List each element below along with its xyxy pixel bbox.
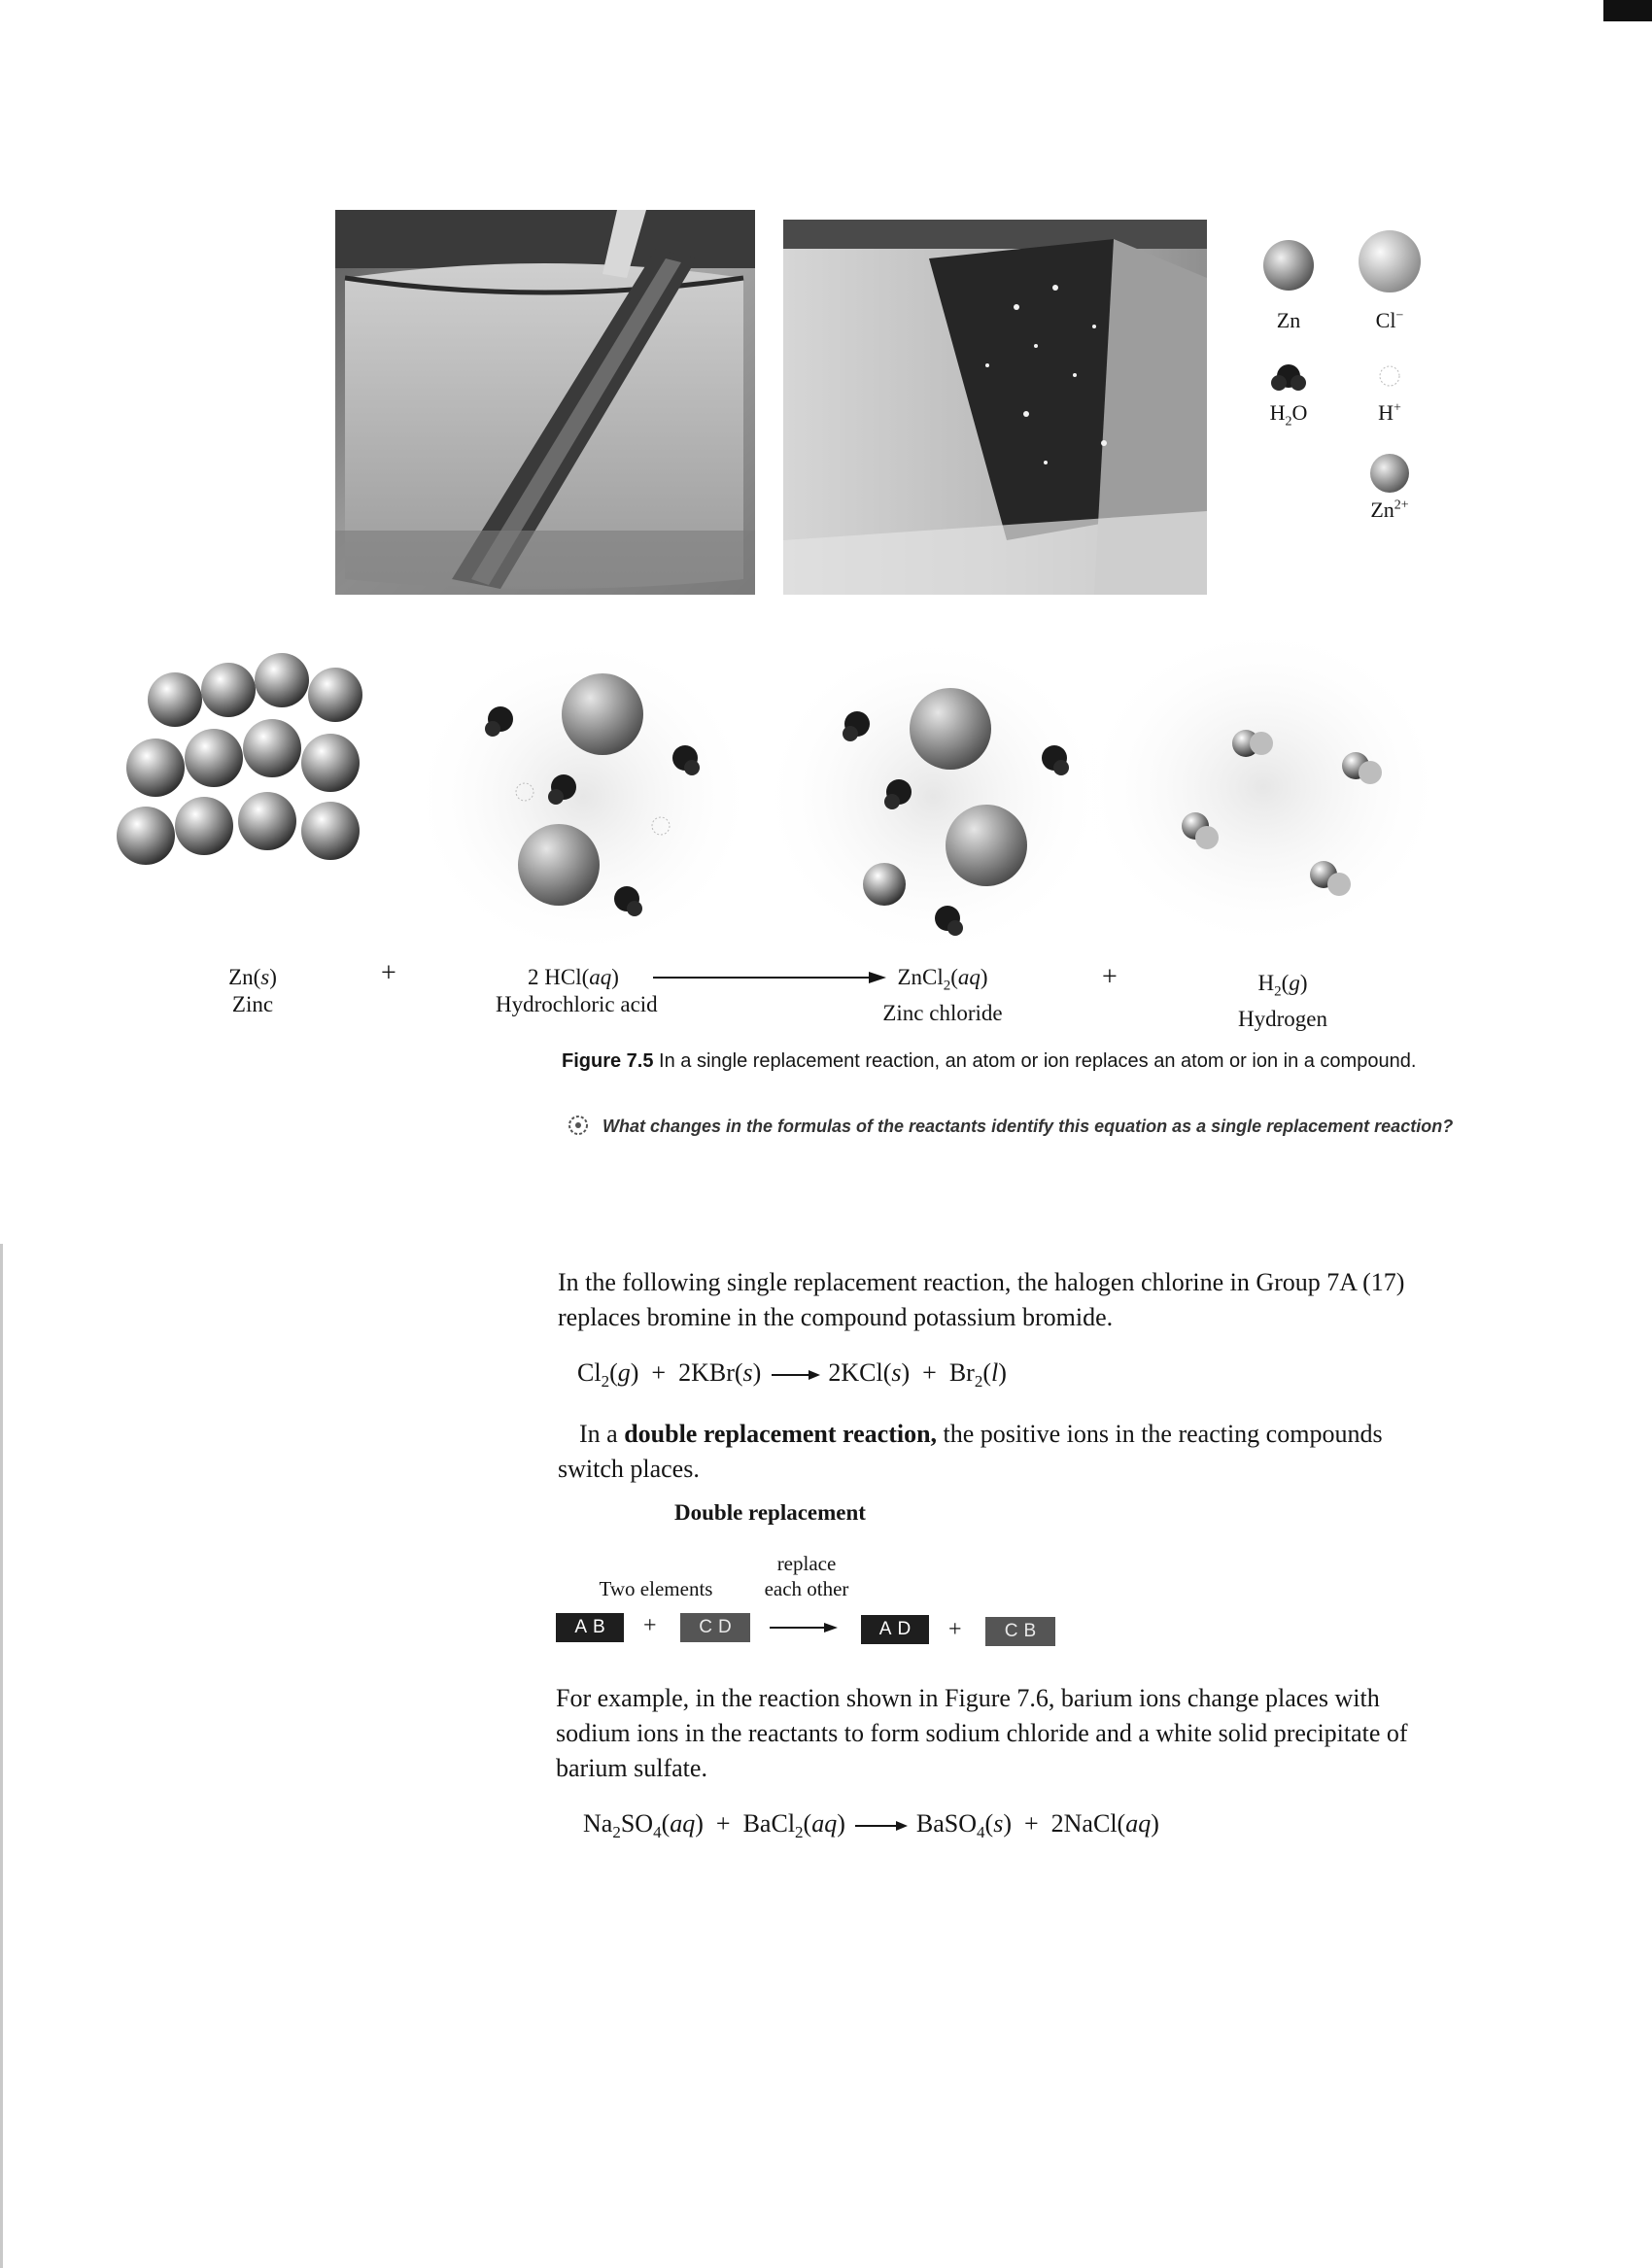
dr-plus-1: + [643, 1613, 657, 1638]
cl-ion-icon [1359, 230, 1421, 292]
photo-zinc-in-acid [335, 210, 755, 595]
eq-zinc [194, 964, 311, 1018]
arrow-icon [851, 1819, 910, 1833]
paragraph-double-replacement: In a double replacement reaction, the positive ions in the reacting compounds switch places. [558, 1420, 1383, 1483]
molecular-models [97, 602, 1477, 962]
arrow-icon [768, 1368, 822, 1382]
equation-chlorine-bromide: $Cl_2(g) + 2KBr(s) 2KCl(s) + Br_2(l)$ [577, 1358, 1007, 1392]
zn2-ion-icon [1370, 454, 1409, 493]
eq-zncl2 [870, 964, 1015, 1027]
eq-zncl2-name: Zinc chloride [882, 1000, 1003, 1025]
legend-zn-label: Zn [1276, 308, 1301, 332]
h-ion-icon [1380, 366, 1399, 386]
box-ad: AD [861, 1615, 929, 1644]
legend-h2o-label: $H_2O$ [1269, 400, 1308, 430]
hcl-solution-model [408, 632, 758, 962]
question-icon [567, 1114, 590, 1137]
photo-reaction-closeup [783, 220, 1207, 595]
label-replace-each-other: replace each other [764, 1552, 849, 1600]
scan-corner-mark [1603, 0, 1652, 21]
box-cb: CB [985, 1617, 1055, 1646]
eq-plus-2: + [1102, 962, 1118, 992]
zinc-lattice [117, 653, 362, 865]
zn-atom-icon [1263, 240, 1314, 291]
legend-atoms [1254, 228, 1448, 500]
box-cd: CD [680, 1613, 750, 1642]
eq-hcl-formula: 2 HCl(aq) [528, 965, 619, 989]
figure-question: What changes in the formulas of the reactants identify this equation as a single replacement reaction? [602, 1117, 1454, 1136]
eq-zinc-formula: Zn(s) [228, 965, 277, 989]
eq-zinc-name: Zinc [231, 992, 274, 1016]
figure-number: Figure 7.5 [562, 1050, 654, 1072]
legend-cl-label: Cl− [1375, 308, 1404, 332]
h2o-molecule-icon [1271, 364, 1306, 391]
eq-h2-name: Hydrogen [1238, 1006, 1327, 1031]
zncl2-solution-model [758, 632, 1108, 962]
legend-zn2-label: $Zn^{2+}$ [1370, 498, 1409, 522]
eq-h2-formula: $H_2(g)$ [1257, 971, 1308, 1000]
figure-caption [562, 1049, 1436, 1074]
legend-h-label: H+ [1378, 400, 1401, 425]
dr-arrow-icon [770, 1621, 840, 1634]
equation-barium-sulfate: $Na_2SO_4(aq)$ + BaCl$_2$(aq) BaSO$_4$(s) + 2NaCl(aq) [583, 1809, 1159, 1842]
paragraph-barium-example: For example, in the reaction shown in Figure 7.6, barium ions change places with sodium ions in the reactants to form sodium chloride and a white solid precipitate of barium sulfate. [556, 1684, 1408, 1782]
label-two-elements: Two elements [599, 1577, 713, 1600]
eq-reaction-arrow [653, 968, 886, 987]
paragraph-halogen: In the following single replacement reaction, the halogen chlorine in Group 7A (17) replaces bromine in the compound potassium bromide. [558, 1268, 1405, 1331]
eq-zncl2-formula: ZnCl$_2$(aq) [897, 965, 988, 994]
double-replacement-title: Double replacement [674, 1500, 866, 1525]
hydrogen-gas-model [1079, 622, 1448, 952]
dr-plus-2: + [948, 1617, 962, 1642]
scan-left-edge [0, 1244, 3, 2268]
figure-caption-text: In a single replacement reaction, an atom or ion replaces an atom or ion in a compound. [659, 1050, 1417, 1072]
eq-hcl-name: Hydrochloric acid [496, 992, 658, 1016]
eq-plus-1: + [381, 958, 396, 988]
box-ab: AB [556, 1613, 624, 1642]
eq-h2 [1224, 970, 1341, 1033]
